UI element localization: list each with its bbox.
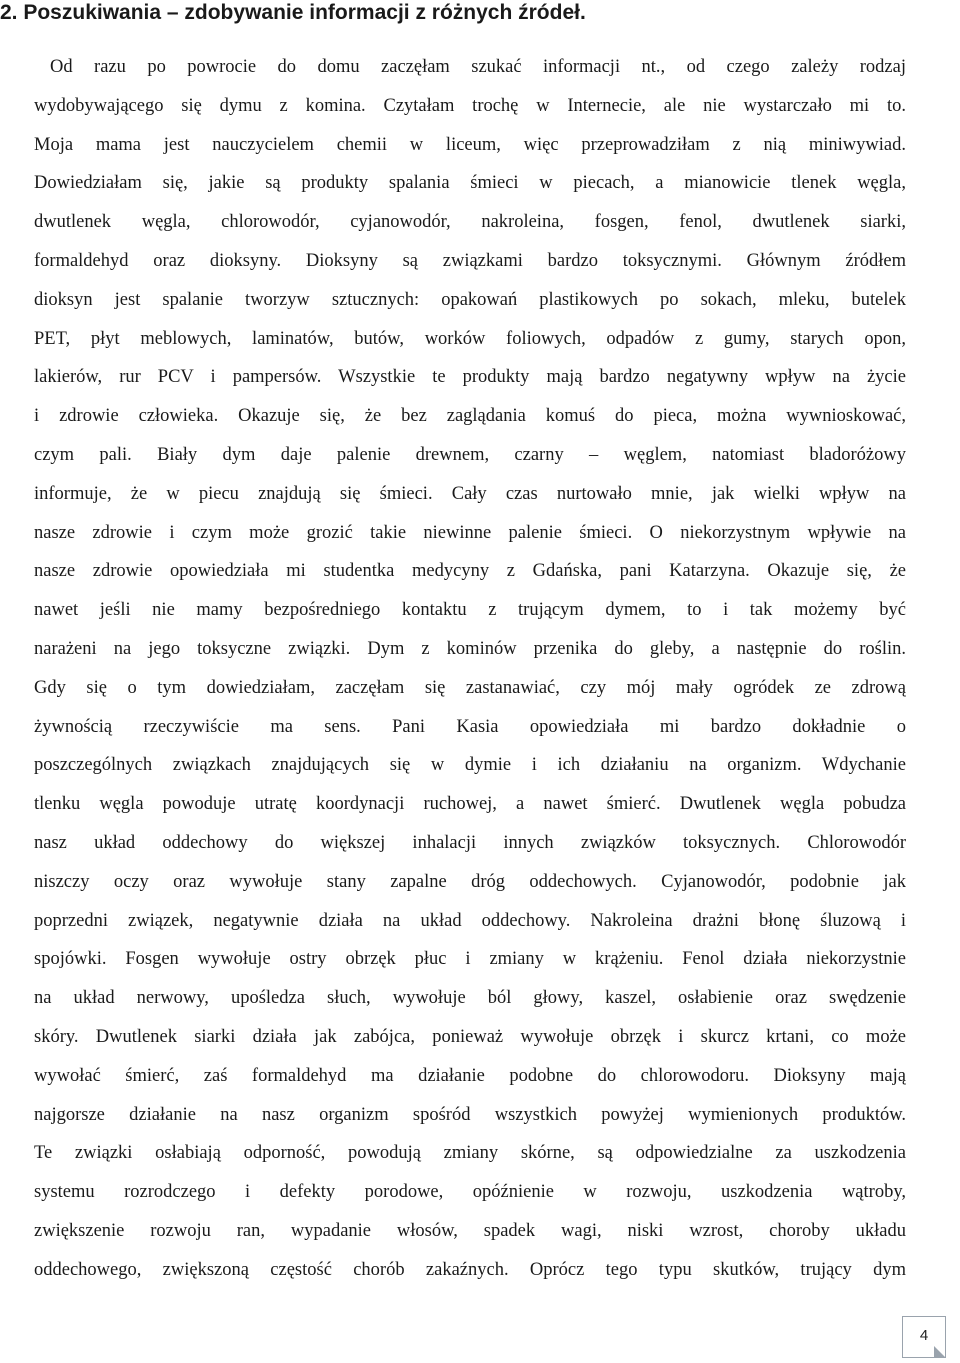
text-line: Dowiedziałam się, jakie są produkty spalania śmieci w piecach, a mianowicie tlenek węgla, [34,173,906,194]
text-line: narażeni na jego toksyczne związki. Dym z kominów przenika do gleby, a następnie do roślin. [34,638,906,659]
text-line: dioksyn jest spalanie tworzyw sztucznych: opakowań plastikowych po sokach, mleku, butelek [34,289,906,310]
text-line: na układ nerwowy, upośledza słuch, wywołuje ból głowy, kaszel, osłabienie oraz swędzenie [34,988,906,1009]
text-line: wywołać śmierć, zaś formaldehyd ma działanie podobne do chlorowodoru. Dioksyny mają [34,1065,906,1086]
text-line: i zdrowie człowieka. Okazuje się, że bez zaglądania komuś do pieca, można wywnioskować, [34,406,906,427]
page-corner-fold-icon [934,1346,946,1358]
text-line: nasz układ oddechowy do większej inhalacji innych związków toksycznych. Chlorowodór [34,832,906,853]
text-line: oddechowego, zwiększoną częstość chorób zakaźnych. Oprócz tego typu skutków, trujący dym [34,1259,906,1280]
text-line: nasze zdrowie opowiedziała mi studentka medycyny z Gdańska, pani Katarzyna. Okazuje się, że [34,561,906,582]
body-paragraph [34,48,906,1290]
text-line: tlenku węgla powoduje utratę koordynacji ruchowej, a nawet śmierć. Dwutlenek węgla pobudza [34,794,906,815]
text-line: poszczególnych związkach znajdujących się w dymie i ich działaniu na organizm. Wdychanie [34,755,906,776]
text-line: wydobywającego się dymu z komina. Czytałam trochę w Internecie, ale nie wystarczało mi to. [34,95,906,116]
text-line: skóry. Dwutlenek siarki działa jak zabójca, ponieważ wywołuje obrzęk i skurcz krtani, co może [34,1026,906,1047]
text-line: Te związki osłabiają odporność, powodują zmiany skórne, są odpowiedzialne za uszkodzenia [34,1143,906,1164]
text-line: lakierów, rur PCV i pampersów. Wszystkie te produkty mają bardzo negatywny wpływ na życie [34,367,906,388]
text-line: nawet jeśli nie mamy bezpośredniego kontaktu z trującym dymem, to i tak możemy być [34,600,906,621]
section-heading: 2. Poszukiwania – zdobywanie informacji z różnych źródeł. [0,1,586,24]
text-line: dwutlenek węgla, chlorowodór, cyjanowodór, nakroleina, fosgen, fenol, dwutlenek siarki, [34,212,906,233]
text-line: PET, płyt meblowych, laminatów, butów, worków foliowych, odpadów z gumy, starych opon, [34,328,906,349]
text-line: zwiększenie rozwoju ran, wypadanie włosów, spadek wagi, niski wzrost, choroby układu [34,1220,906,1241]
text-line: najgorsze działanie na nasz organizm spośród wszystkich powyżej wymienionych produktów. [34,1104,906,1125]
text-line: czym pali. Biały dym daje palenie drewnem, czarny – węglem, natomiast bladoróżowy [34,444,906,465]
text-line: spojówki. Fosgen wywołuje ostry obrzęk płuc i zmiany w krążeniu. Fenol działa niekorzystnie [34,949,906,970]
text-line: Gdy się o tym dowiedziałam, zaczęłam się zastanawiać, czy mój mały ogródek ze zdrową [34,677,906,698]
text-line: systemu rozrodczego i defekty porodowe, opóźnienie w rozwoju, uszkodzenia wątroby, [34,1182,906,1203]
text-line: żywnością rzeczywiście ma sens. Pani Kasia opowiedziała mi bardzo dokładnie o [34,716,906,737]
text-line: poprzedni związek, negatywnie działa na układ oddechowy. Nakroleina drażni błonę śluzową i [34,910,906,931]
text-line: formaldehyd oraz dioksyny. Dioksyny są związkami bardzo toksycznymi. Głównym źródłem [34,250,906,271]
text-line: informuje, że w piecu znajdują się śmieci. Cały czas nurtowało mnie, jak wielki wpływ na [34,483,906,504]
text-line: Moja mama jest nauczycielem chemii w liceum, więc przeprowadziłam z nią miniwywiad. [34,134,906,155]
text-line: nasze zdrowie i czym może grozić takie niewinne palenie śmieci. O niekorzystnym wpływie na [34,522,906,543]
text-line: Od razu po powrocie do domu zaczęłam szukać informacji nt., od czego zależy rodzaj [50,57,906,77]
page-number: 4 [919,1327,929,1344]
text-line: niszczy oczy oraz wywołuje stany zapalne dróg oddechowych. Cyjanowodór, podobnie jak [34,871,906,892]
page-number-box [902,1316,946,1358]
